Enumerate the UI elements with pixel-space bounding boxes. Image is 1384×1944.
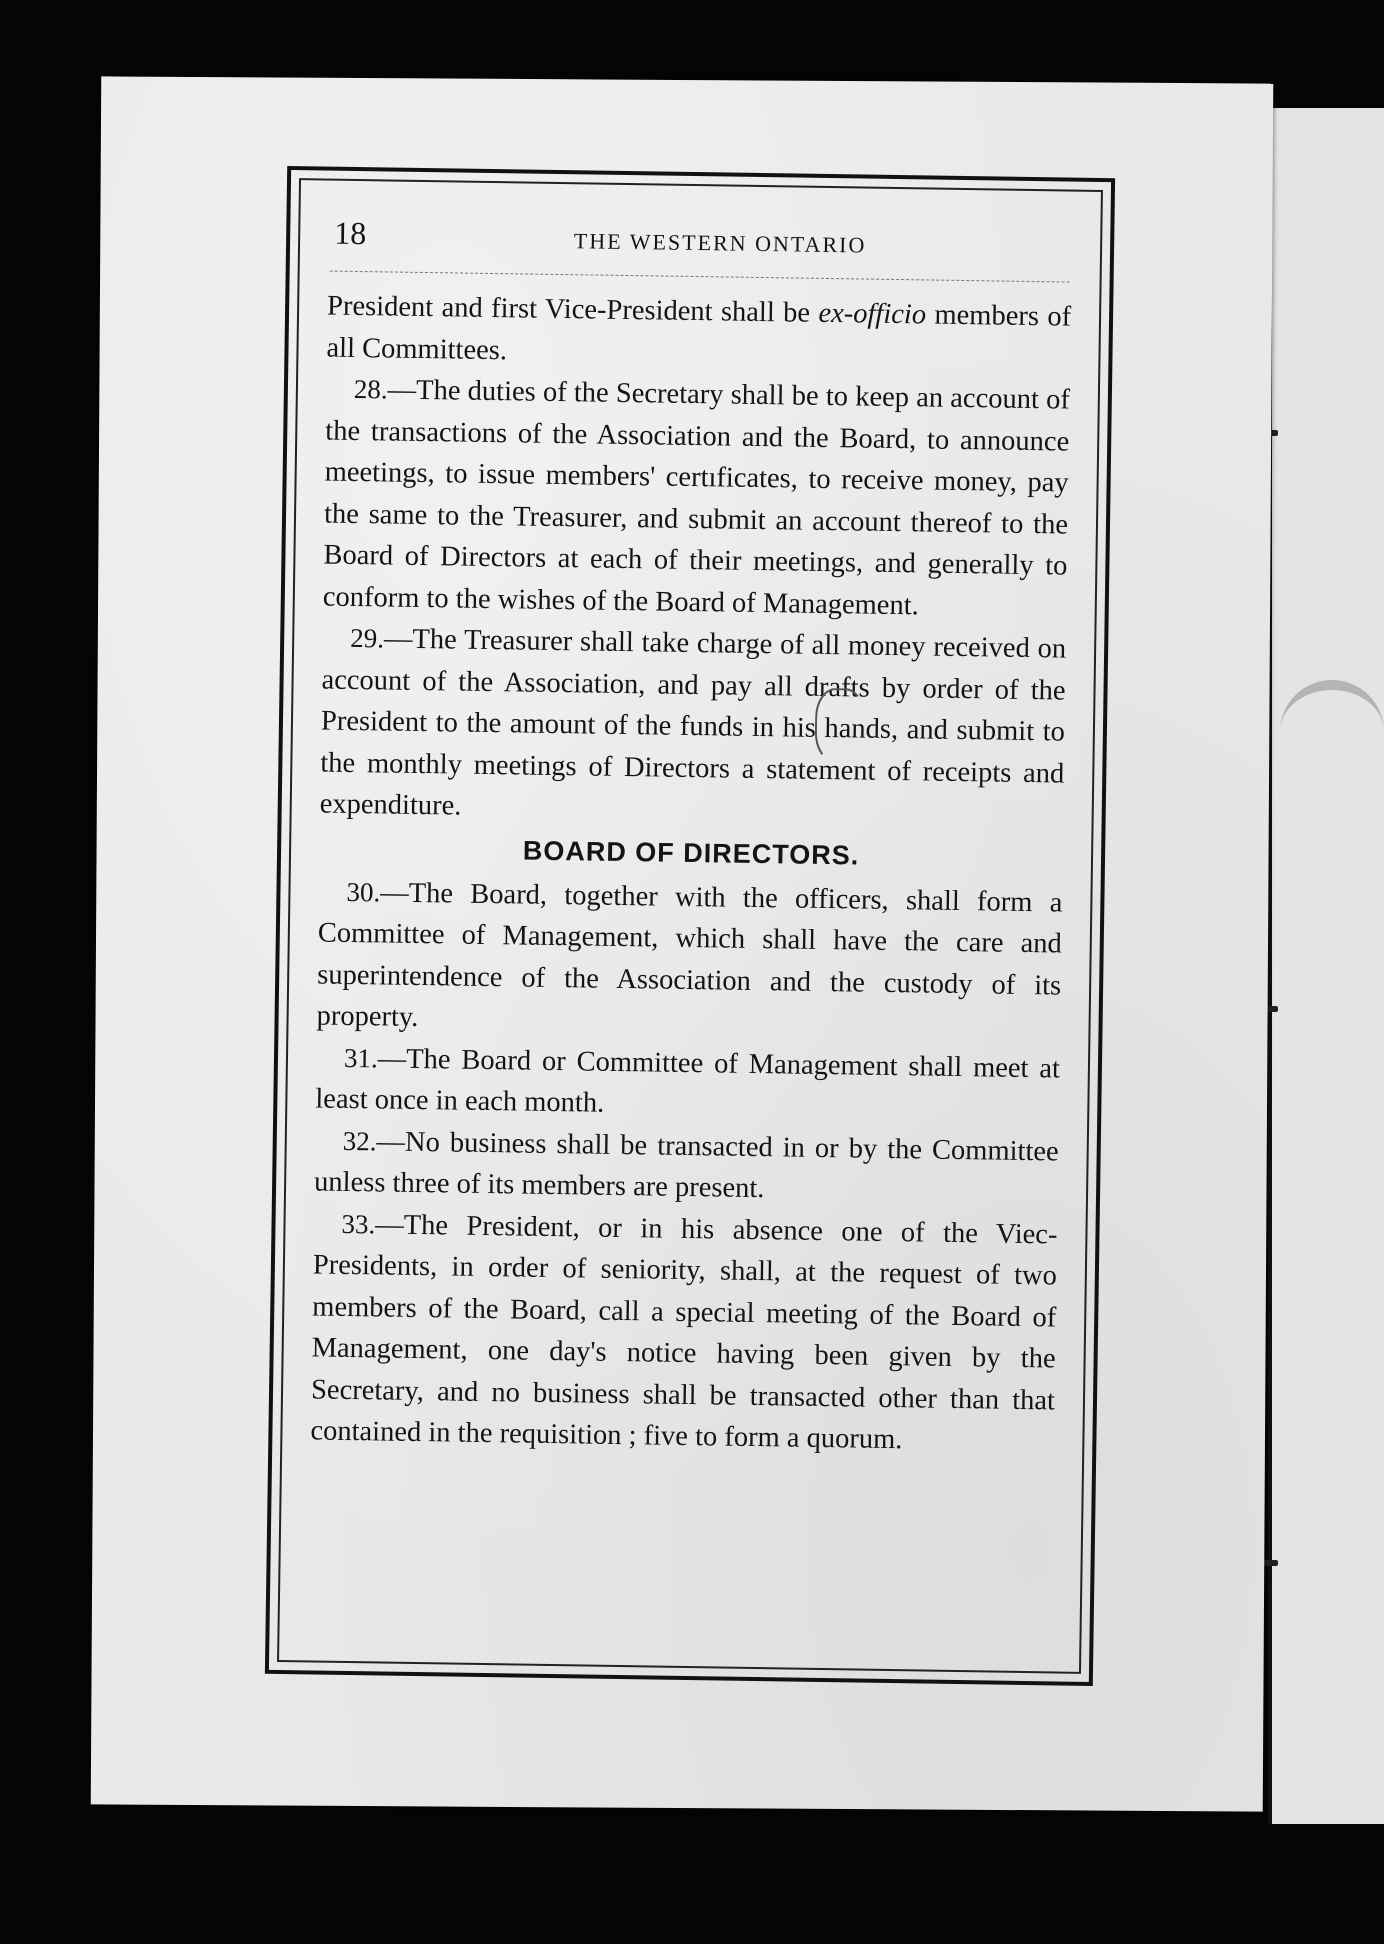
paragraph-text: members of all Committees. xyxy=(326,299,1072,366)
paragraph-text: —The Board, together with the officers, shall form a Committee of Management, which shall have the care and superintendence of the Association and the custody of its property. xyxy=(316,876,1063,1033)
paragraph-text: —No business shall be transacted in or by the Committee unless three of its members are present. xyxy=(313,1125,1059,1205)
paragraph-text: —The President, or in his absence one of the Viec-Presidents, in order of seniority, shall, at the request of two members of the Board, call a special meeting of the Board of Management, one day's notice having been given by the Secretary, and no business shall be transacted other than that contained in the requisition ; five to form a quorum. xyxy=(310,1208,1058,1456)
adjacent-page-edge xyxy=(1268,108,1384,1824)
paragraph-text: President and first Vice-President shall be xyxy=(326,290,819,329)
paragraph-number: 28. xyxy=(353,373,388,405)
paragraph-text: —The Treasurer shall take charge of all money received on account of the Association, and pay all drafts by order of the President to the amount of the funds in his hands, and submit to the monthly meetings of Directors a statement of receipts and expenditure. xyxy=(319,623,1067,822)
paragraph-number: 32. xyxy=(342,1125,377,1156)
running-title: THE WESTERN ONTARIO xyxy=(573,228,867,258)
header-rule xyxy=(330,271,1070,283)
section-heading: BOARD OF DIRECTORS. xyxy=(522,835,860,871)
paragraph-text: —The duties of the Secretary shall be to keep an account of the transactions of the Association and the Board, to announce meetings, to issue members' certıficates, to receive money, pay the same to the Treasurer, and submit an account thereof to the Board of Directors at each of their meetings, and generally to conform to the wishes of the Board of Management. xyxy=(322,374,1071,621)
paragraph-32 xyxy=(314,1120,1059,1214)
paragraph-28 xyxy=(323,369,1071,629)
italic-term: ex-officio xyxy=(818,297,927,331)
paragraph-29 xyxy=(319,618,1066,837)
paragraph-number: 30. xyxy=(346,876,381,907)
pencil-mark xyxy=(814,688,865,763)
page-number: 18 xyxy=(333,214,367,252)
paragraph-31 xyxy=(315,1037,1060,1131)
text-frame-outer xyxy=(265,166,1115,1686)
paragraph-number: 33. xyxy=(341,1208,376,1239)
paragraph-33 xyxy=(310,1203,1058,1463)
paragraph-text: —The Board or Committee of Management shall meet at least once in each month. xyxy=(315,1042,1061,1119)
text-frame-inner xyxy=(277,178,1103,1674)
paragraph-30 xyxy=(316,871,1062,1048)
paragraph-number: 31. xyxy=(343,1042,378,1073)
paragraph-continuation xyxy=(326,286,1071,380)
running-head xyxy=(322,210,1079,273)
page-content xyxy=(301,210,1078,1651)
paragraph-number: 29. xyxy=(350,622,385,654)
